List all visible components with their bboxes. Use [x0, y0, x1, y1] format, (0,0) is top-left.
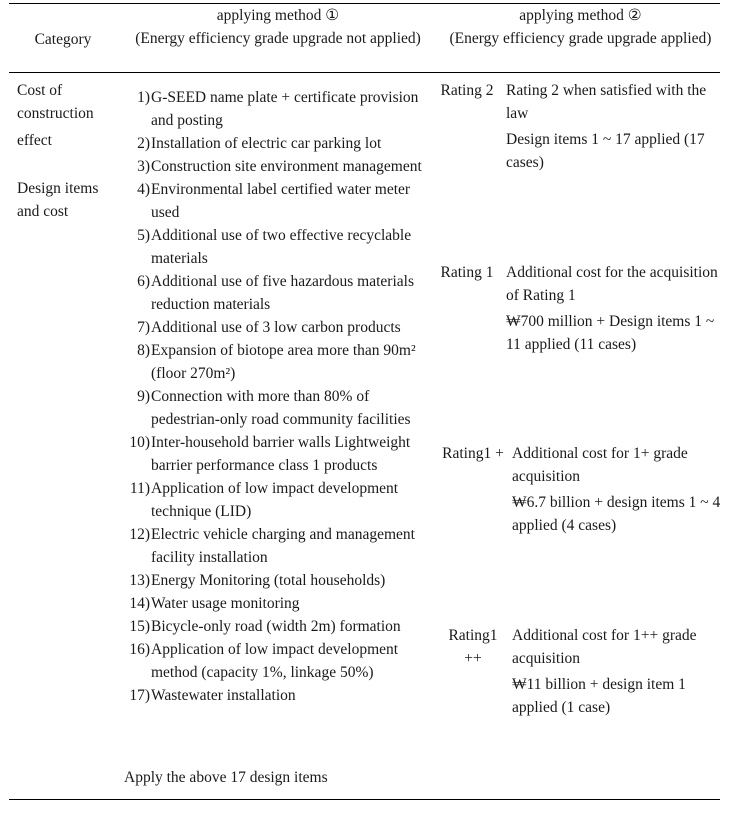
item-number: 16) — [129, 641, 150, 658]
header-method-1 — [117, 4, 439, 50]
item-number: 9) — [137, 388, 150, 405]
header-method-2-title: applying method ② — [519, 7, 642, 24]
list-item — [118, 86, 438, 132]
item-text: Additional use of two effective recyclable materials — [151, 227, 412, 267]
item-text: Water usage monitoring — [151, 595, 300, 612]
item-text: Additional use of five hazardous materials reduction materials — [151, 273, 414, 313]
rating-label: Rating1 + — [442, 445, 504, 462]
item-text: Expansion of biotope area more than 90m² (floor 270m²) — [151, 342, 416, 382]
header-method-1-subtitle: (Energy efficiency grade upgrade not applied) — [135, 30, 421, 47]
rating-desc-line: ₩6.7 billion + design items 1 ~ 4 applied (4 cases) — [512, 494, 721, 534]
rating-desc-line: Design items 1 ~ 17 applied (17 cases) — [506, 131, 705, 171]
item-number: 10) — [129, 434, 150, 451]
category-line: and cost — [17, 203, 69, 220]
item-text: Bicycle-only road (width 2m) formation — [151, 618, 401, 635]
item-number: 13) — [129, 572, 150, 589]
list-item — [118, 592, 438, 615]
item-text: Environmental label certified water meter used — [151, 181, 411, 221]
item-number: 17) — [129, 687, 150, 704]
item-text: Connection with more than 80% of pedestrian-only road community facilities — [151, 388, 411, 428]
item-number: 15) — [129, 618, 150, 635]
rating-description — [502, 261, 722, 356]
rating-row-1-double-plus — [432, 624, 722, 719]
item-text: Electric vehicle charging and management facility installation — [151, 526, 415, 566]
list-item — [118, 224, 438, 270]
rating-desc-line: ₩11 billion + design item 1 applied (1 case) — [512, 676, 686, 716]
item-number: 5) — [137, 227, 150, 244]
item-number: 6) — [137, 273, 150, 290]
rating-desc-line: Additional cost for 1+ grade acquisition — [512, 445, 688, 485]
rating-desc-line: Rating 2 when satisfied with the law — [506, 82, 707, 122]
item-number: 1) — [137, 89, 150, 106]
item-text: Application of low impact development technique (LID) — [151, 480, 399, 520]
item-text: Wastewater installation — [151, 687, 296, 704]
item-number: 8) — [137, 342, 150, 359]
list-item — [118, 316, 438, 339]
item-number: 11) — [129, 480, 150, 497]
category-line: Cost of — [17, 82, 63, 99]
list-item — [118, 638, 438, 684]
list-item — [118, 523, 438, 569]
rating-desc-line: Additional cost for 1++ grade acquisition — [512, 627, 697, 667]
bottom-rule — [9, 799, 720, 800]
rating-desc-line: ₩700 million + Design items 1 ~ 11 applied (11 cases) — [506, 313, 715, 353]
item-number: 14) — [129, 595, 150, 612]
category-cell — [17, 79, 117, 223]
item-number: 12) — [129, 526, 150, 543]
list-item — [118, 339, 438, 385]
header-method-2 — [432, 4, 729, 50]
item-number: 2) — [137, 135, 150, 152]
rating-row-2 — [432, 79, 722, 174]
rating-label: Rating 1 — [440, 264, 494, 281]
item-number: 7) — [137, 319, 150, 336]
list-item — [118, 270, 438, 316]
item-text: Application of low impact development method (capacity 1%, linkage 50%) — [151, 641, 399, 681]
item-text: Additional use of 3 low carbon products — [151, 319, 401, 336]
rating-row-1-plus — [432, 442, 722, 537]
list-item — [118, 477, 438, 523]
rating-row-1 — [432, 261, 722, 356]
list-item — [118, 569, 438, 592]
list-item — [118, 385, 438, 431]
list-item — [118, 132, 438, 155]
item-text: Construction site environment management — [151, 158, 422, 175]
list-item — [118, 684, 438, 707]
header-category: Category — [34, 31, 92, 48]
item-number: 4) — [137, 181, 150, 198]
rating-description — [508, 624, 722, 719]
list-item — [118, 178, 438, 224]
list-item — [118, 615, 438, 638]
apply-all-note: Apply the above 17 design items — [124, 769, 328, 786]
item-text: Inter-household barrier walls Lightweight barrier performance class 1 products — [151, 434, 411, 474]
rating-desc-line: Additional cost for the acquisition of Rating 1 — [506, 264, 718, 304]
category-line: Design items — [17, 180, 99, 197]
item-text: G-SEED name plate + certificate provision and posting — [151, 89, 419, 129]
item-text: Energy Monitoring (total households) — [151, 572, 386, 589]
header-method-2-subtitle: (Energy efficiency grade upgrade applied) — [449, 30, 712, 47]
rating-description — [502, 79, 722, 174]
item-number: 3) — [137, 158, 150, 175]
list-item — [118, 431, 438, 477]
item-text: Installation of electric car parking lot — [151, 135, 382, 152]
list-item — [118, 155, 438, 178]
rating-description — [508, 442, 722, 537]
design-items-list — [118, 86, 438, 707]
rating-label: Rating 2 — [440, 82, 494, 99]
header-method-1-title: applying method ① — [216, 7, 340, 24]
header-rule — [9, 72, 720, 73]
rating-label: Rating1 ++ — [448, 627, 498, 667]
category-line: effect — [17, 132, 52, 149]
category-line: construction — [17, 105, 94, 122]
